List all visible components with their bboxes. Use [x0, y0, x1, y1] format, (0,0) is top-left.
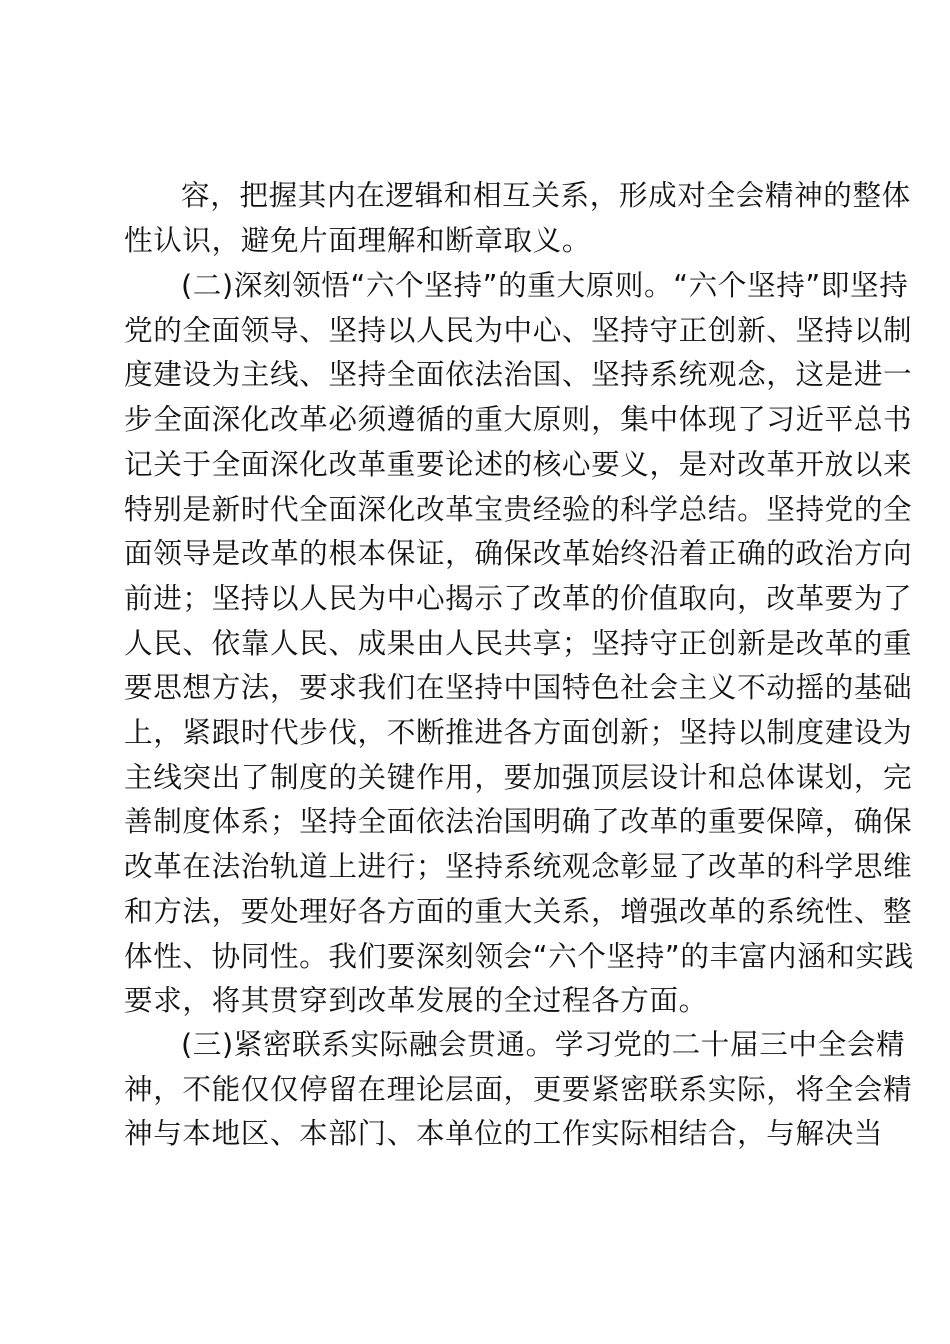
paragraph-line: 上，紧跟时代步伐，不断推进各方面创新；坚持以制度建设为 — [124, 715, 913, 750]
paragraph-line: 要思想方法，要求我们在坚持中国特色社会主义不动摇的基础 — [124, 670, 913, 705]
paragraph-line: 性认识，避免片面理解和断章取义。 — [124, 222, 592, 257]
paragraph-line: 和方法，要处理好各方面的重大关系，增强改革的系统性、整 — [124, 893, 913, 928]
paragraph-practice — [124, 1022, 913, 1156]
paragraph-line: 步全面深化改革必须遵循的重大原则，集中体现了习近平总书 — [124, 402, 913, 437]
paragraph-line: 容，把握其内在逻辑和相互关系，形成对全会精神的整体 — [181, 178, 911, 212]
paragraph-line: 面领导是改革的根本保证，确保改革始终沿着正确的政治方向 — [124, 536, 913, 571]
paragraph-line: 神与本地区、本部门、本单位的工作实际相结合，与解决当 — [124, 1116, 884, 1151]
paragraph-line: 神，不能仅仅停留在理论层面，更要紧密联系实际，将全会精 — [124, 1071, 913, 1106]
paragraph-line: 改革在法治轨道上进行；坚持系统观念彰显了改革的科学思维 — [124, 849, 913, 884]
paragraph-line: 要求，将其贯穿到改革发展的全过程各方面。 — [124, 983, 708, 1018]
paragraph-six-principles — [124, 263, 914, 1023]
paragraph-line: 前进；坚持以人民为中心揭示了改革的价值取向，改革要为了 — [124, 580, 913, 615]
paragraph-line: (二)深刻领悟“六个坚持”的重大原则。“六个坚持”即坚持 — [181, 268, 909, 302]
paragraph-line: 度建设为主线、坚持全面依法治国、坚持系统观念，这是进一 — [124, 357, 913, 392]
paragraph-line: 体性、协同性。我们要深刻领会“六个坚持”的丰富内涵和实践 — [124, 938, 914, 973]
paragraph-line: 记关于全面深化改革重要论述的核心要义，是对改革开放以来 — [124, 446, 913, 481]
paragraph-line: 善制度体系；坚持全面依法治国明确了改革的重要保障，确保 — [124, 804, 913, 839]
paragraph-line: (三)紧密联系实际融会贯通。学习党的二十届三中全会精 — [181, 1027, 906, 1061]
paragraph-continuation — [124, 173, 911, 262]
paragraph-line: 党的全面领导、坚持以人民为中心、坚持守正创新、坚持以制 — [124, 312, 913, 347]
paragraph-line: 人民、依靠人民、成果由人民共享；坚持守正创新是改革的重 — [124, 625, 913, 660]
paragraph-line: 特别是新时代全面深化改革宝贵经验的科学总结。坚持党的全 — [124, 491, 913, 526]
paragraph-line: 主线突出了制度的关键作用，要加强顶层设计和总体谋划，完 — [124, 759, 913, 794]
